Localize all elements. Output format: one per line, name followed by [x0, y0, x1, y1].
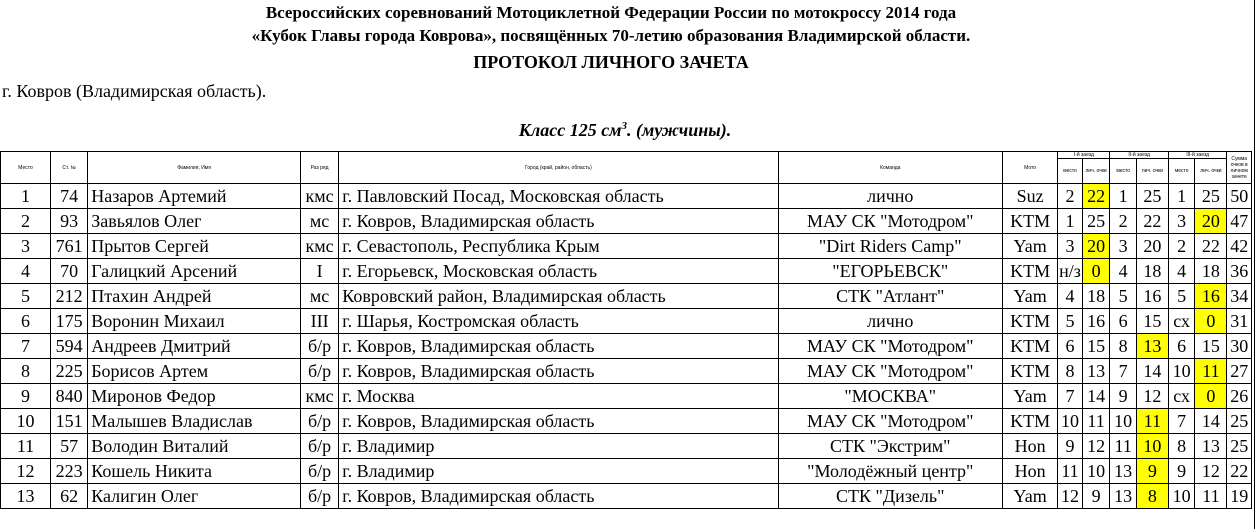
- col-header-race2-place: место: [1110, 159, 1137, 184]
- cell-name: Назаров Артемий: [88, 184, 301, 209]
- cell-team: СТК "Дизель": [778, 484, 1002, 509]
- cell-race3-place: сх: [1168, 384, 1195, 409]
- cell-name: Володин Виталий: [88, 434, 301, 459]
- cell-moto: KTM: [1002, 409, 1057, 434]
- cell-race2-points: 15: [1136, 309, 1168, 334]
- cell-moto: KTM: [1002, 309, 1057, 334]
- cell-race3-place: 4: [1168, 259, 1195, 284]
- cell-race2-points: 18: [1136, 259, 1168, 284]
- cell-total: 30: [1227, 334, 1252, 359]
- cell-race2-place: 10: [1110, 409, 1137, 434]
- cell-name: Завьялов Олег: [88, 209, 301, 234]
- cell-race1-points: 13: [1082, 359, 1110, 384]
- cell-race3-place: 1: [1168, 184, 1195, 209]
- cell-rank: кмс: [300, 184, 338, 209]
- cell-place: 9: [1, 384, 51, 409]
- cell-place: 10: [1, 409, 51, 434]
- cell-race1-points: 14: [1082, 384, 1110, 409]
- cell-race2-points: 14: [1136, 359, 1168, 384]
- cell-place: 3: [1, 234, 51, 259]
- cell-race2-points: 25: [1136, 184, 1168, 209]
- col-header-total: Сумма очков в личном зачете: [1227, 152, 1252, 184]
- cell-name: Птахин Андрей: [88, 284, 301, 309]
- cell-race1-place: 2: [1058, 184, 1082, 209]
- cell-place: 5: [1, 284, 51, 309]
- cell-number: 840: [50, 384, 87, 409]
- cell-name: Малышев Владислав: [88, 409, 301, 434]
- col-header-race2: II-й заезд: [1110, 152, 1169, 159]
- cell-moto: KTM: [1002, 209, 1057, 234]
- cell-race2-place: 7: [1110, 359, 1137, 384]
- cell-moto: Suz: [1002, 184, 1057, 209]
- cell-name: Андреев Дмитрий: [88, 334, 301, 359]
- cell-name: Воронин Михаил: [88, 309, 301, 334]
- table-row: [1, 309, 1252, 334]
- cell-race2-place: 13: [1110, 459, 1137, 484]
- cell-race2-place: 5: [1110, 284, 1137, 309]
- cell-city: г. Севастополь, Республика Крым: [339, 234, 778, 259]
- cell-race3-points: 22: [1195, 234, 1227, 259]
- cell-number: 62: [50, 484, 87, 509]
- col-header-rank: Раз ряд: [300, 152, 338, 184]
- table-row: [1, 384, 1252, 409]
- cell-team: "Dirt Riders Camp": [778, 234, 1002, 259]
- cell-number: 225: [50, 359, 87, 384]
- cell-team: "ЕГОРЬЕВСК": [778, 259, 1002, 284]
- col-header-moto: Мото: [1002, 152, 1057, 184]
- cell-team: СТК "Атлант": [778, 284, 1002, 309]
- cell-rank: мс: [300, 284, 338, 309]
- cell-moto: KTM: [1002, 359, 1057, 384]
- cell-team: МАУ СК "Мотодром": [778, 409, 1002, 434]
- cell-place: 13: [1, 484, 51, 509]
- table-row: [1, 259, 1252, 284]
- table-row: [1, 334, 1252, 359]
- table-row: [1, 209, 1252, 234]
- cell-number: 57: [50, 434, 87, 459]
- cell-team: СТК "Экстрим": [778, 434, 1002, 459]
- cell-city: г. Ковров, Владимирская область: [339, 334, 778, 359]
- col-header-race3-points: лич. очки: [1195, 159, 1227, 184]
- col-header-team: Команда: [778, 152, 1002, 184]
- cell-rank: б/р: [300, 434, 338, 459]
- cell-race2-place: 9: [1110, 384, 1137, 409]
- cell-race1-place: 10: [1058, 409, 1082, 434]
- cell-race1-points: 9: [1082, 484, 1110, 509]
- table-row: [1, 484, 1252, 509]
- cell-race3-points: 16: [1195, 284, 1227, 309]
- cell-total: 31: [1227, 309, 1252, 334]
- cell-place: 8: [1, 359, 51, 384]
- cell-race3-place: 6: [1168, 334, 1195, 359]
- cell-race3-points: 11: [1195, 359, 1227, 384]
- table-row: [1, 234, 1252, 259]
- cell-race3-points: 15: [1195, 334, 1227, 359]
- cell-moto: Yam: [1002, 384, 1057, 409]
- cell-race2-points: 9: [1136, 459, 1168, 484]
- event-location: г. Ковров (Владимирская область).: [2, 81, 267, 101]
- cell-race2-points: 10: [1136, 434, 1168, 459]
- cell-race2-points: 13: [1136, 334, 1168, 359]
- protocol-title-line2: «Кубок Главы города Коврова», посвящённых 70-летию образования Владимирской области.: [251, 26, 971, 45]
- cell-race2-place: 3: [1110, 234, 1137, 259]
- cell-total: 19: [1227, 484, 1252, 509]
- cell-race3-points: 11: [1195, 484, 1227, 509]
- cell-team: МАУ СК "Мотодром": [778, 209, 1002, 234]
- cell-race1-points: 22: [1082, 184, 1110, 209]
- col-header-race3-place: место: [1168, 159, 1195, 184]
- cell-race2-points: 8: [1136, 484, 1168, 509]
- col-header-race1-points: лич. очки: [1082, 159, 1110, 184]
- cell-race3-points: 20: [1195, 209, 1227, 234]
- cell-name: Калигин Олег: [88, 484, 301, 509]
- cell-rank: III: [300, 309, 338, 334]
- cell-city: г. Ковров, Владимирская область: [339, 409, 778, 434]
- cell-race1-place: 1: [1058, 209, 1082, 234]
- cell-team: "МОСКВА": [778, 384, 1002, 409]
- cell-place: 12: [1, 459, 51, 484]
- cell-race3-points: 0: [1195, 384, 1227, 409]
- cell-race3-place: сх: [1168, 309, 1195, 334]
- col-header-number: Ст. №: [50, 152, 87, 184]
- cell-race3-points: 14: [1195, 409, 1227, 434]
- cell-moto: KTM: [1002, 259, 1057, 284]
- cell-rank: б/р: [300, 334, 338, 359]
- cell-moto: Hon: [1002, 459, 1057, 484]
- cell-name: Прытов Сергей: [88, 234, 301, 259]
- cell-city: г. Москва: [339, 384, 778, 409]
- table-row: [1, 459, 1252, 484]
- cell-number: 223: [50, 459, 87, 484]
- cell-rank: б/р: [300, 484, 338, 509]
- cell-name: Борисов Артем: [88, 359, 301, 384]
- cell-city: Ковровский район, Владимирская область: [339, 284, 778, 309]
- cell-name: Миронов Федор: [88, 384, 301, 409]
- cell-race3-points: 13: [1195, 434, 1227, 459]
- cell-place: 2: [1, 209, 51, 234]
- cell-number: 175: [50, 309, 87, 334]
- cell-race3-place: 2: [1168, 234, 1195, 259]
- cell-total: 27: [1227, 359, 1252, 384]
- cell-race1-place: 5: [1058, 309, 1082, 334]
- cell-total: 47: [1227, 209, 1252, 234]
- col-header-race1-place: место: [1058, 159, 1082, 184]
- cell-place: 7: [1, 334, 51, 359]
- cell-race1-place: 7: [1058, 384, 1082, 409]
- cell-team: лично: [778, 184, 1002, 209]
- cell-race3-points: 25: [1195, 184, 1227, 209]
- cell-moto: Yam: [1002, 234, 1057, 259]
- cell-race3-place: 8: [1168, 434, 1195, 459]
- table-row: [1, 409, 1252, 434]
- cell-race2-place: 13: [1110, 484, 1137, 509]
- cell-city: г. Шарья, Костромская область: [339, 309, 778, 334]
- results-table: [0, 151, 1252, 509]
- cell-rank: мс: [300, 209, 338, 234]
- cell-number: 93: [50, 209, 87, 234]
- cell-race3-points: 0: [1195, 309, 1227, 334]
- cell-number: 74: [50, 184, 87, 209]
- cell-race3-place: 10: [1168, 484, 1195, 509]
- cell-race1-points: 20: [1082, 234, 1110, 259]
- cell-number: 151: [50, 409, 87, 434]
- cell-race1-place: 9: [1058, 434, 1082, 459]
- cell-place: 11: [1, 434, 51, 459]
- cell-race1-points: 11: [1082, 409, 1110, 434]
- protocol-heading: ПРОТОКОЛ ЛИЧНОГО ЗАЧЕТА: [473, 52, 749, 72]
- cell-race2-points: 16: [1136, 284, 1168, 309]
- cell-rank: кмс: [300, 384, 338, 409]
- cell-race3-place: 7: [1168, 409, 1195, 434]
- cell-race1-place: 6: [1058, 334, 1082, 359]
- cell-race2-points: 11: [1136, 409, 1168, 434]
- col-header-race2-points: лич. очки: [1136, 159, 1168, 184]
- cell-place: 1: [1, 184, 51, 209]
- cell-moto: Yam: [1002, 284, 1057, 309]
- cell-team: "Молодёжный центр": [778, 459, 1002, 484]
- cell-race2-points: 20: [1136, 234, 1168, 259]
- cell-race1-points: 15: [1082, 334, 1110, 359]
- cell-race3-points: 18: [1195, 259, 1227, 284]
- cell-total: 50: [1227, 184, 1252, 209]
- col-header-name: Фамилия, Имя: [88, 152, 301, 184]
- cell-race1-points: 12: [1082, 434, 1110, 459]
- cell-team: МАУ СК "Мотодром": [778, 359, 1002, 384]
- cell-city: г. Владимир: [339, 434, 778, 459]
- cell-race2-place: 1: [1110, 184, 1137, 209]
- class-name: Класс 125 см: [518, 120, 622, 140]
- cell-race3-place: 9: [1168, 459, 1195, 484]
- cell-team: МАУ СК "Мотодром": [778, 334, 1002, 359]
- cell-rank: б/р: [300, 459, 338, 484]
- cell-race3-place: 5: [1168, 284, 1195, 309]
- cell-city: г. Ковров, Владимирская область: [339, 359, 778, 384]
- table-row: [1, 359, 1252, 384]
- cell-moto: KTM: [1002, 334, 1057, 359]
- cell-race2-place: 4: [1110, 259, 1137, 284]
- col-header-race3: III-й заезд: [1168, 152, 1227, 159]
- cell-number: 761: [50, 234, 87, 259]
- protocol-title-line1: Всероссийских соревнований Мотоциклетной Федерации России по мотокроссу 2014 года: [265, 3, 957, 22]
- cell-rank: I: [300, 259, 338, 284]
- cell-race2-place: 6: [1110, 309, 1137, 334]
- cell-number: 594: [50, 334, 87, 359]
- table-row: [1, 284, 1252, 309]
- cell-city: г. Егорьевск, Московская область: [339, 259, 778, 284]
- cell-name: Галицкий Арсений: [88, 259, 301, 284]
- cell-team: лично: [778, 309, 1002, 334]
- col-header-race1: I-й заезд: [1058, 152, 1110, 159]
- cell-city: г. Владимир: [339, 459, 778, 484]
- cell-total: 22: [1227, 459, 1252, 484]
- cell-race2-points: 12: [1136, 384, 1168, 409]
- cell-race2-place: 11: [1110, 434, 1137, 459]
- cell-race3-place: 3: [1168, 209, 1195, 234]
- class-suffix: . (мужчины).: [627, 120, 732, 140]
- table-row: [1, 184, 1252, 209]
- col-header-place: Место: [1, 152, 51, 184]
- cell-total: 36: [1227, 259, 1252, 284]
- class-unit-superscript: 3: [621, 120, 628, 132]
- cell-race3-points: 12: [1195, 459, 1227, 484]
- cell-city: г. Павловский Посад, Московская область: [339, 184, 778, 209]
- cell-race1-points: 16: [1082, 309, 1110, 334]
- cell-rank: кмс: [300, 234, 338, 259]
- cell-race1-points: 0: [1082, 259, 1110, 284]
- col-header-city: Город (край, район, область): [339, 152, 778, 184]
- cell-race3-place: 10: [1168, 359, 1195, 384]
- cell-total: 26: [1227, 384, 1252, 409]
- cell-race1-place: 4: [1058, 284, 1082, 309]
- cell-race1-place: 12: [1058, 484, 1082, 509]
- cell-city: г. Ковров, Владимирская область: [339, 209, 778, 234]
- cell-name: Кошель Никита: [88, 459, 301, 484]
- cell-total: 34: [1227, 284, 1252, 309]
- cell-race2-place: 2: [1110, 209, 1137, 234]
- cell-race2-points: 22: [1136, 209, 1168, 234]
- cell-moto: Yam: [1002, 484, 1057, 509]
- cell-race1-points: 25: [1082, 209, 1110, 234]
- cell-moto: Hon: [1002, 434, 1057, 459]
- cell-race1-place: 3: [1058, 234, 1082, 259]
- cell-number: 70: [50, 259, 87, 284]
- cell-race2-place: 8: [1110, 334, 1137, 359]
- cell-place: 4: [1, 259, 51, 284]
- cell-race1-points: 18: [1082, 284, 1110, 309]
- cell-number: 212: [50, 284, 87, 309]
- table-row: [1, 434, 1252, 459]
- class-label: [0, 114, 1250, 142]
- cell-race1-place: 8: [1058, 359, 1082, 384]
- cell-rank: б/р: [300, 359, 338, 384]
- cell-place: 6: [1, 309, 51, 334]
- cell-race1-points: 10: [1082, 459, 1110, 484]
- cell-total: 42: [1227, 234, 1252, 259]
- cell-race1-place: н/з: [1058, 259, 1082, 284]
- cell-total: 25: [1227, 409, 1252, 434]
- cell-total: 25: [1227, 434, 1252, 459]
- cell-city: г. Ковров, Владимирская область: [339, 484, 778, 509]
- cell-rank: б/р: [300, 409, 338, 434]
- cell-race1-place: 11: [1058, 459, 1082, 484]
